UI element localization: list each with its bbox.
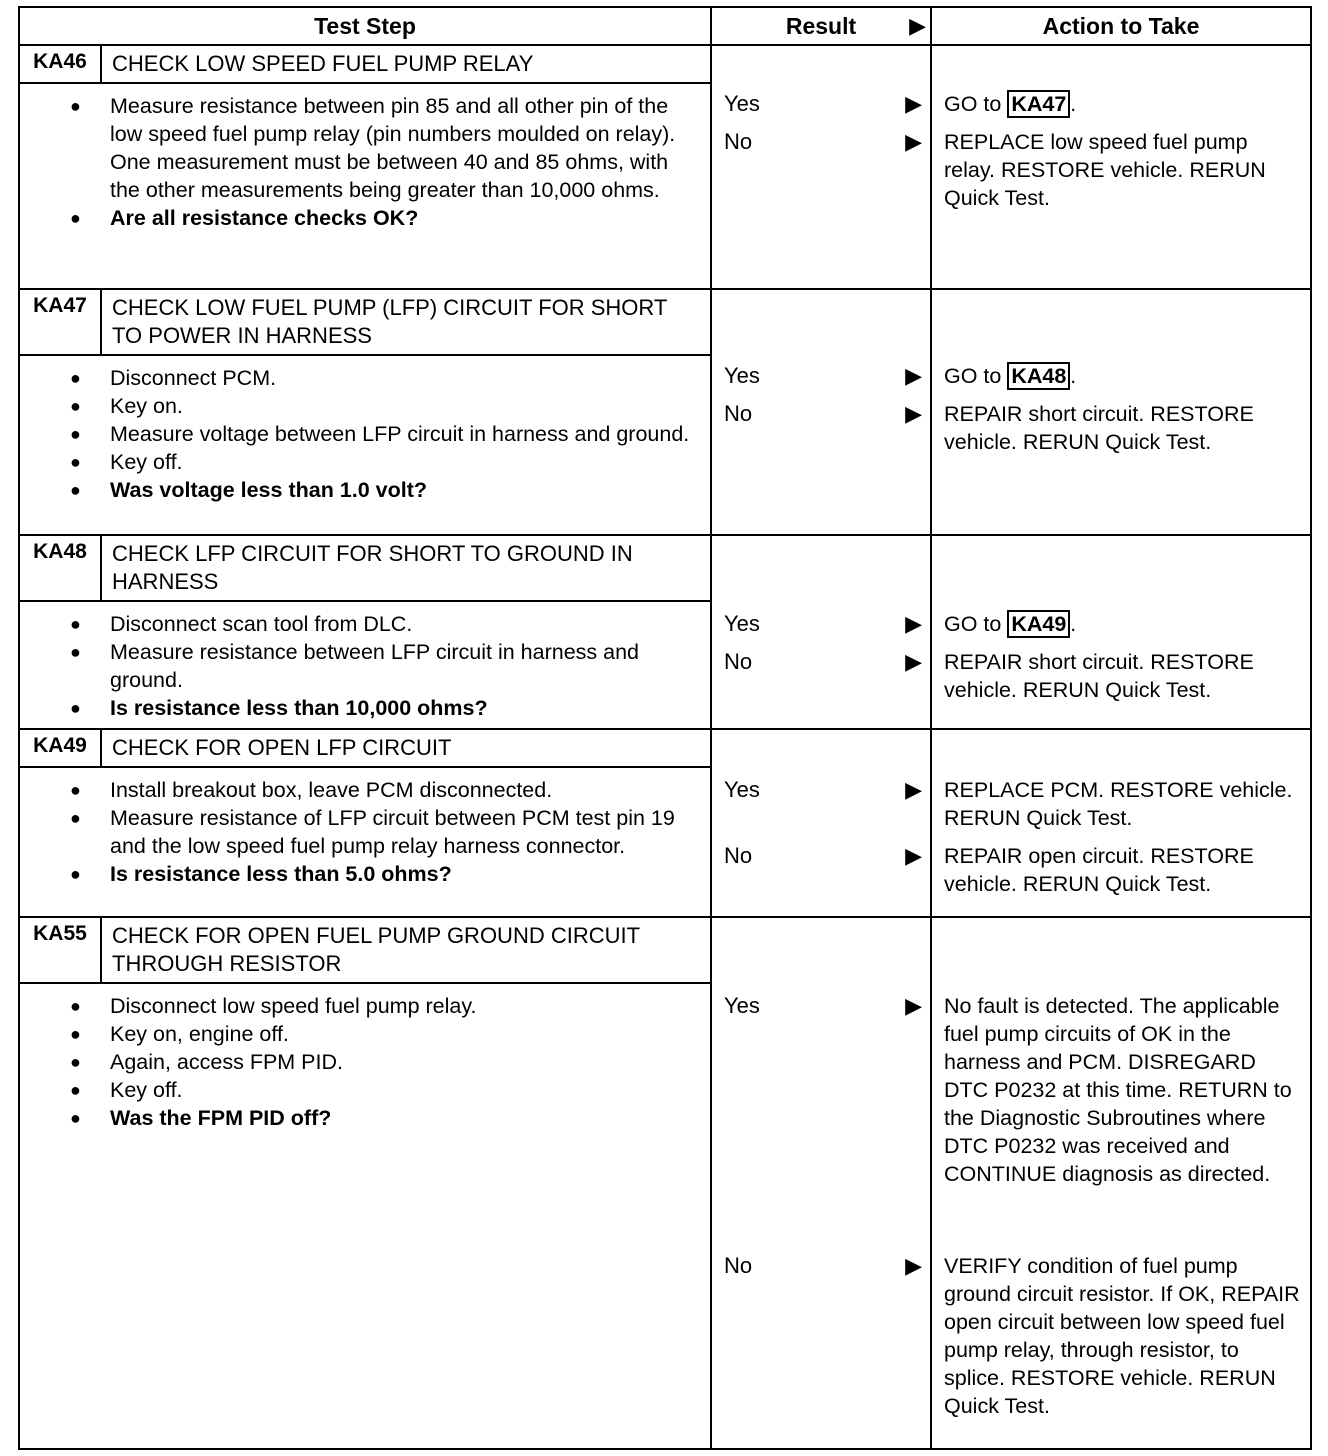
list-item: ● Disconnect scan tool from DLC. (110, 610, 700, 638)
step-question: ● Was the FPM PID off? (110, 1104, 700, 1132)
table-row (19, 289, 1311, 535)
action-text: REPLACE low speed fuel pump relay. RESTORE vehicle. RERUN Quick Test. (944, 130, 1266, 210)
diagnostic-table (18, 6, 1312, 1450)
header-result-label: Result (785, 13, 857, 39)
list-item: ● Measure voltage between LFP circuit in harness and ground. (110, 420, 700, 448)
step-reference-link[interactable]: KA47 (1007, 90, 1070, 118)
step-question: ● Are all resistance checks OK? (110, 204, 700, 232)
action-text: REPLACE PCM. RESTORE vehicle. RERUN Quick Test. (944, 778, 1293, 830)
arrow-right-icon: ▶ (905, 611, 922, 636)
list-item: ● Key off. (110, 448, 700, 476)
list-item: ● Key on. (110, 392, 700, 420)
action-prefix: GO to (944, 92, 1008, 116)
result-cell (711, 917, 931, 1449)
list-item: ● Measure resistance between LFP circuit in harness and ground. (110, 638, 700, 694)
step-id: KA48 (20, 536, 102, 600)
step-header (20, 536, 710, 602)
step-header (20, 46, 710, 84)
step-bullets (20, 84, 710, 238)
result-no (712, 128, 930, 156)
arrow-right-icon: ▶ (905, 1253, 922, 1278)
table-body (19, 45, 1311, 1449)
result-label: No (724, 843, 753, 868)
action-cell (931, 289, 1311, 535)
step-title: CHECK FOR OPEN FUEL PUMP GROUND CIRCUIT THROUGH RESISTOR (112, 923, 640, 976)
result-yes (712, 992, 930, 1020)
step-header (20, 290, 710, 356)
result-label: No (724, 129, 753, 154)
step-id: KA49 (20, 730, 102, 766)
arrow-right-icon: ▶ (905, 401, 922, 426)
step-cell (19, 917, 711, 1449)
arrow-right-icon: ▶ (905, 363, 922, 388)
header-result (711, 7, 931, 45)
action-prefix: GO to (944, 612, 1008, 636)
step-bullets (20, 602, 710, 728)
result-cell (711, 729, 931, 917)
action-text: REPAIR open circuit. RESTORE vehicle. RERUN Quick Test. (944, 844, 1254, 896)
result-label: Yes (724, 611, 760, 636)
list-item: ● Measure resistance of LFP circuit between PCM test pin 19 and the low speed fuel pump relay harness connector. (110, 804, 700, 860)
step-cell (19, 45, 711, 289)
action-cell (931, 535, 1311, 729)
result-yes (712, 776, 930, 804)
step-question: ● Was voltage less than 1.0 volt? (110, 476, 700, 504)
action-text (944, 90, 1302, 118)
step-bullets (20, 984, 710, 1138)
step-header (20, 918, 710, 984)
result-label: Yes (724, 363, 760, 388)
action-suffix: . (1070, 612, 1077, 636)
result-label: Yes (724, 777, 760, 802)
action-cell (931, 917, 1311, 1449)
result-no (712, 842, 930, 870)
arrow-right-icon: ▶ (905, 649, 922, 674)
action-suffix: . (1070, 92, 1077, 116)
action-prefix: GO to (944, 364, 1008, 388)
result-label: No (724, 401, 753, 426)
action-text: REPAIR short circuit. RESTORE vehicle. RERUN Quick Test. (944, 650, 1254, 702)
step-reference-link[interactable]: KA49 (1007, 610, 1070, 638)
step-title: CHECK FOR OPEN LFP CIRCUIT (112, 735, 452, 760)
step-id: KA46 (20, 46, 102, 82)
step-question: ● Is resistance less than 10,000 ohms? (110, 694, 700, 722)
list-item: ● Install breakout box, leave PCM disconnected. (110, 776, 700, 804)
list-item: ● Key on, engine off. (110, 1020, 700, 1048)
step-title: CHECK LOW SPEED FUEL PUMP RELAY (112, 51, 534, 76)
list-item: ● Again, access FPM PID. (110, 1048, 700, 1076)
result-yes (712, 90, 930, 118)
table-row (19, 729, 1311, 917)
step-cell (19, 289, 711, 535)
result-yes (712, 362, 930, 390)
header-row (19, 7, 1311, 45)
step-cell (19, 729, 711, 917)
action-suffix: . (1070, 364, 1077, 388)
arrow-right-icon: ▶ (905, 993, 922, 1018)
result-label: No (724, 1253, 753, 1278)
arrow-right-icon: ▶ (905, 843, 922, 868)
step-id: KA47 (20, 290, 102, 354)
result-no (712, 648, 930, 676)
result-cell (711, 535, 931, 729)
step-bullets (20, 356, 710, 510)
result-cell (711, 289, 931, 535)
action-text (944, 362, 1302, 390)
header-action: Action to Take (931, 7, 1311, 45)
action-text: REPAIR short circuit. RESTORE vehicle. RERUN Quick Test. (944, 402, 1254, 454)
step-header (20, 730, 710, 768)
result-label: No (724, 649, 753, 674)
table-row (19, 535, 1311, 729)
action-text: VERIFY condition of fuel pump ground circuit resistor. If OK, REPAIR open circuit between low speed fuel pump relay, through resistor, to splice. RESTORE vehicle. RERUN Quick Test. (944, 1254, 1300, 1418)
arrow-right-icon: ▶ (909, 13, 926, 38)
result-no (712, 1252, 930, 1280)
action-text: No fault is detected. The applicable fuel pump circuits of OK in the harness and PCM. DISREGARD DTC P0232 at this time. RETURN to the Diagnostic Subroutines where DTC P0232 was received and CONTINUE diagnosis as directed. (944, 994, 1292, 1186)
header-test-step: Test Step (19, 7, 711, 45)
action-cell (931, 45, 1311, 289)
step-question: ● Is resistance less than 5.0 ohms? (110, 860, 700, 888)
arrow-right-icon: ▶ (905, 91, 922, 116)
table-row (19, 917, 1311, 1449)
table-row (19, 45, 1311, 289)
result-label: Yes (724, 993, 760, 1018)
diagnostic-table-sheet (18, 6, 1310, 1450)
action-text (944, 610, 1302, 638)
result-no (712, 400, 930, 428)
result-label: Yes (724, 91, 760, 116)
result-cell (711, 45, 931, 289)
step-bullets (20, 768, 710, 894)
result-yes (712, 610, 930, 638)
arrow-right-icon: ▶ (905, 129, 922, 154)
arrow-right-icon: ▶ (905, 777, 922, 802)
action-cell (931, 729, 1311, 917)
step-reference-link[interactable]: KA48 (1007, 362, 1070, 390)
step-title: CHECK LOW FUEL PUMP (LFP) CIRCUIT FOR SHORT TO POWER IN HARNESS (112, 295, 667, 348)
list-item: ● Key off. (110, 1076, 700, 1104)
list-item: ● Measure resistance between pin 85 and all other pin of the low speed fuel pump relay (pin numbers moulded on relay). One measurement must be between 40 and 85 ohms, with the other measurements being greater than 10,000 ohms. (110, 92, 700, 204)
list-item: ● Disconnect low speed fuel pump relay. (110, 992, 700, 1020)
step-title: CHECK LFP CIRCUIT FOR SHORT TO GROUND IN HARNESS (112, 541, 633, 594)
step-id: KA55 (20, 918, 102, 982)
step-cell (19, 535, 711, 729)
list-item: ● Disconnect PCM. (110, 364, 700, 392)
